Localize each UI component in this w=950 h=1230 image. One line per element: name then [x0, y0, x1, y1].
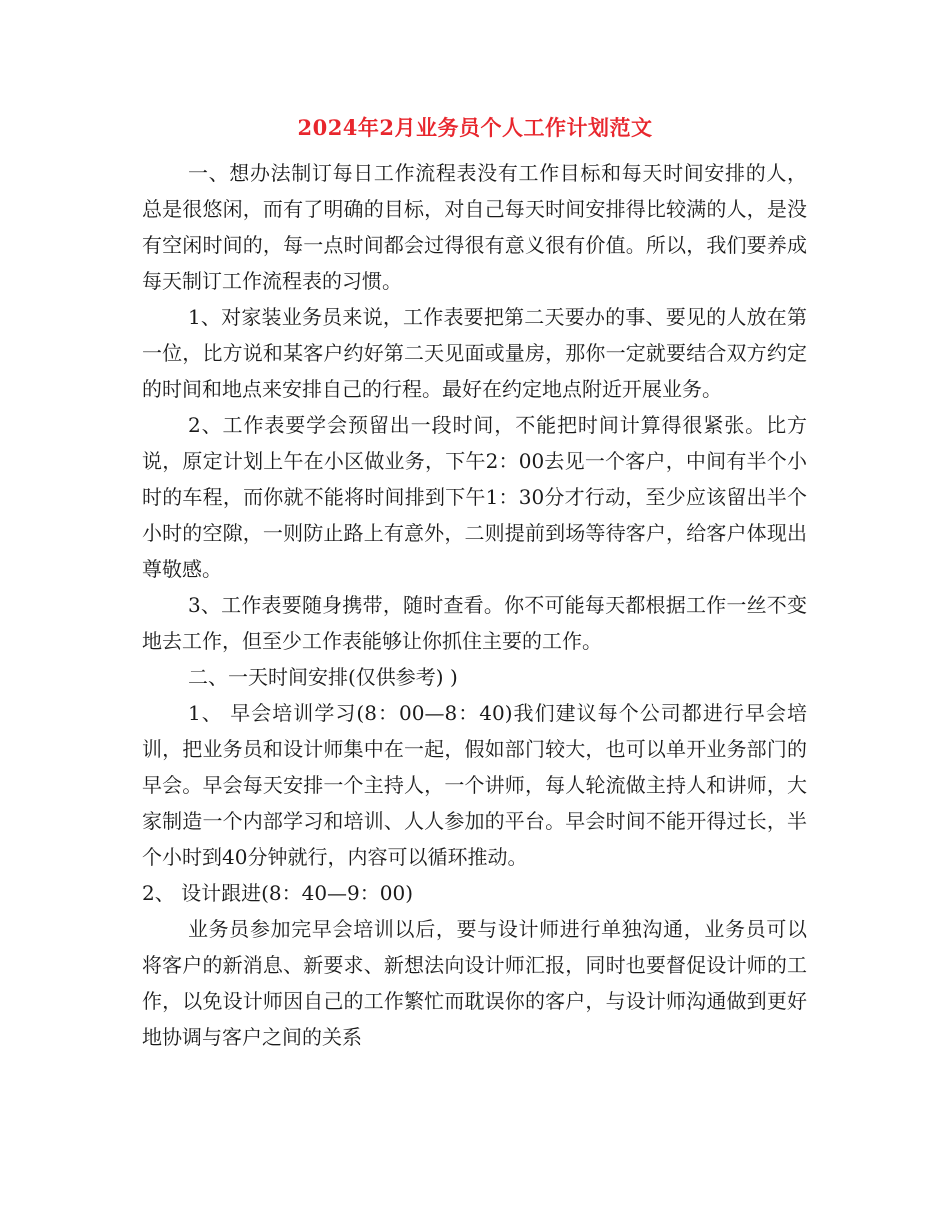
paragraph-design-followup: 业务员参加完早会培训以后，要与设计师进行单独沟通，业务员可以将客户的新消息、新要求、新想法向设计师汇报，同时也要督促设计师的工作，以免设计师因自己的工作繁忙而耽误你的客户，与设计师沟通做到更好地协调与客户之间的关系 [142, 917, 807, 1049]
paragraph-item-1: 1、对家装业务员来说，工作表要把第二天要办的事、要见的人放在第一位，比方说和某客户约好第二天见面或量房，那你一定就要结合双方约定的时间和地点来安排自己的行程。最好在约定地点附近开展业务。 [142, 305, 807, 401]
paragraph-item-3: 3、工作表要随身携带，随时查看。你不可能每天都根据工作一丝不变地去工作，但至少工作表能够让你抓住主要的工作。 [142, 593, 807, 653]
paragraph-section-1-heading: 一、想办法制订每日工作流程表没有工作目标和每天时间安排的人，总是很悠闲，而有了明确的目标，对自己每天时间安排得比较满的人，是没有空闲时间的，每一点时间都会过得很有意义很有价值。所以，我们要养成每天制订工作流程表的习惯。 [142, 161, 807, 293]
paragraph-morning-meeting: 1、 早会培训学习(8：00—8：40)我们建议每个公司都进行早会培训，把业务员和设计师集中在一起，假如部门较大，也可以单开业务部门的早会。早会每天安排一个主持人，一个讲师，每人轮流做主持人和讲师，大家制造一个内部学习和培训、人人参加的平台。早会时间不能开得过长，半个小时到40分钟就行，内容可以循环推动。 [142, 701, 807, 869]
paragraph-design-followup-heading: 2、 设计跟进(8：40—9：00) [142, 881, 414, 905]
paragraph-item-2: 2、工作表要学会预留出一段时间，不能把时间计算得很紧张。比方说，原定计划上午在小区做业务，下午2：00去见一个客户，中间有半个小时的车程，而你就不能将时间排到下午1：30分才行动，至少应该留出半个小时的空隙，一则防止路上有意外，二则提前到场等待客户，给客户体现出尊敬感。 [142, 413, 807, 581]
document-body [142, 155, 807, 1055]
paragraph-section-2-heading: 二、一天时间安排(仅供参考) ) [188, 665, 458, 689]
document-title: 2024年2月业务员个人工作计划范文 [297, 115, 653, 140]
